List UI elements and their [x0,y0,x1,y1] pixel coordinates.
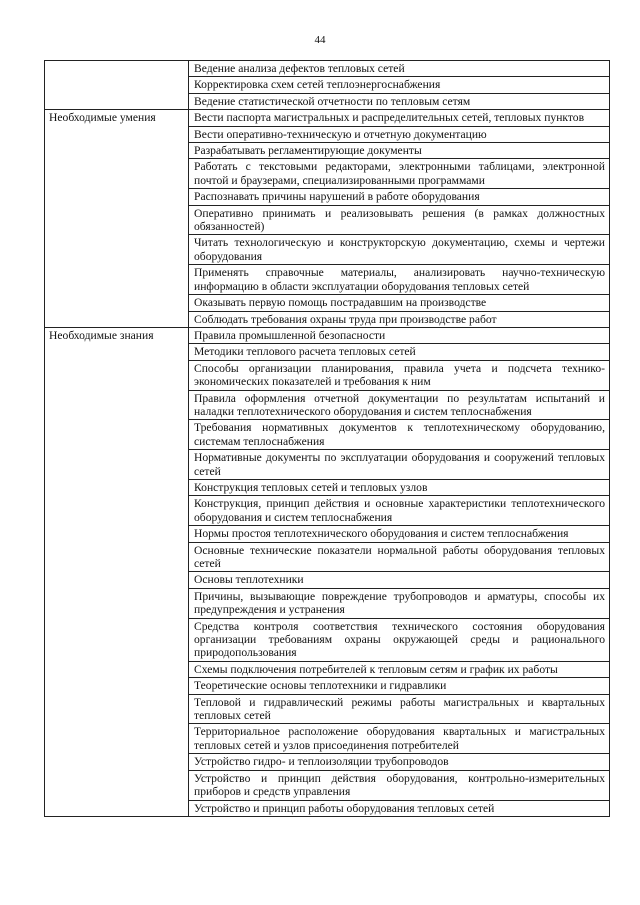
table-row [45,61,610,77]
table-row [45,110,610,126]
requirement-item: Способы организации планирования, правила учета и подсчета технико-экономических показателей и требования к ним [189,360,610,390]
requirement-item: Читать технологическую и конструкторскую документацию, схемы и чертежи оборудования [189,235,610,265]
requirement-item: Устройство и принцип работы оборудования тепловых сетей [189,800,610,816]
section-label: Необходимые знания [45,327,189,816]
requirement-item: Схемы подключения потребителей к тепловым сетям и график их работы [189,661,610,677]
requirement-item: Конструкция, принцип действия и основные характеристики теплотехнического оборудования и систем теплоснабжения [189,496,610,526]
requirement-item: Работать с текстовыми редакторами, электронными таблицами, электронной почтой и браузерами, специализированными программами [189,159,610,189]
requirement-item: Корректировка схем сетей теплоэнергоснабжения [189,77,610,93]
requirement-item: Основы теплотехники [189,572,610,588]
table-row [45,327,610,343]
requirement-item: Причины, вызывающие повреждение трубопроводов и арматуры, способы их предупреждения и устранения [189,588,610,618]
requirement-item: Ведение анализа дефектов тепловых сетей [189,61,610,77]
requirement-item: Вести оперативно-техническую и отчетную документацию [189,126,610,142]
requirement-item: Основные технические показатели нормальной работы оборудования тепловых сетей [189,542,610,572]
requirement-item: Территориальное расположение оборудования квартальных и магистральных тепловых сетей и узлов присоединения потребителей [189,724,610,754]
requirement-item: Вести паспорта магистральных и распределительных сетей, тепловых пунктов [189,110,610,126]
requirement-item: Устройство гидро- и теплоизоляции трубопроводов [189,754,610,770]
requirements-table [44,60,610,817]
requirements-table-body [45,61,610,817]
requirement-item: Тепловой и гидравлический режимы работы магистральных и квартальных тепловых сетей [189,694,610,724]
requirement-item: Устройство и принцип действия оборудования, контрольно-измерительных приборов и средств управления [189,770,610,800]
requirement-item: Оказывать первую помощь пострадавшим на производстве [189,295,610,311]
section-label [45,61,189,110]
section-label: Необходимые умения [45,110,189,328]
requirement-item: Теоретические основы теплотехники и гидравлики [189,678,610,694]
requirement-item: Распознавать причины нарушений в работе оборудования [189,189,610,205]
requirement-item: Правила промышленной безопасности [189,327,610,343]
requirement-item: Применять справочные материалы, анализировать научно-техническую информацию в области эксплуатации оборудования тепловых сетей [189,265,610,295]
requirement-item: Ведение статистической отчетности по тепловым сетям [189,93,610,109]
page-number: 44 [314,34,326,46]
requirement-item: Требования нормативных документов к теплотехническому оборудованию, системам теплоснабжения [189,420,610,450]
requirement-item: Методики теплового расчета тепловых сетей [189,344,610,360]
requirement-item: Конструкция тепловых сетей и тепловых узлов [189,479,610,495]
requirement-item: Правила оформления отчетной документации по результатам испытаний и наладки теплотехнического оборудования и систем теплоснабжения [189,390,610,420]
requirement-item: Разрабатывать регламентирующие документы [189,143,610,159]
requirement-item: Нормативные документы по эксплуатации оборудования и сооружений тепловых сетей [189,450,610,480]
requirement-item: Средства контроля соответствия технического состояния оборудования организации требованиям охраны окружающей среды и рационального природопользования [189,618,610,661]
requirement-item: Соблюдать требования охраны труда при производстве работ [189,311,610,327]
requirement-item: Нормы простоя теплотехнического оборудования и систем теплоснабжения [189,526,610,542]
requirement-item: Оперативно принимать и реализовывать решения (в рамках должностных обязанностей) [189,205,610,235]
